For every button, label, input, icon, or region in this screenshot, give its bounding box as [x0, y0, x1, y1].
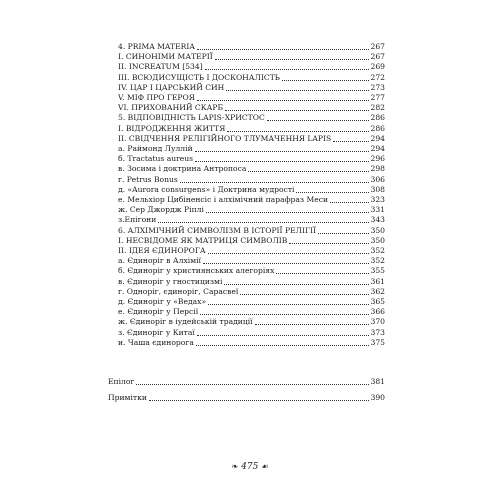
- toc-entry-label: 5. ВІДПОВІДНІСТЬ LAPIS-ХРИСТОС: [118, 113, 265, 123]
- leader-dots: [276, 273, 368, 274]
- leader-dots: [224, 284, 368, 285]
- fleuron-left-icon: ❧: [231, 462, 239, 471]
- toc-entry-label: г. Petrus Bonus: [118, 174, 178, 184]
- toc-entry: [118, 277, 385, 287]
- leader-dots: [180, 182, 369, 183]
- toc-entry: [118, 205, 385, 215]
- leader-dots: [215, 59, 369, 60]
- toc-entry-page: 365: [370, 297, 385, 306]
- toc-entry: [118, 83, 385, 93]
- toc-entry: [118, 266, 385, 276]
- leader-dots: [330, 202, 368, 203]
- toc-entry: [118, 317, 385, 327]
- leader-dots: [296, 192, 368, 193]
- toc-entry-label: е. Єдиноріг у Персії: [118, 307, 199, 317]
- toc-entry-page: 267: [370, 42, 385, 51]
- toc-entry-notes: [108, 393, 385, 403]
- toc-entry-page: 267: [370, 52, 385, 62]
- toc-entry-page: 366: [370, 307, 385, 317]
- page-number-footer: [0, 462, 500, 472]
- toc-entry-label: б. Tractatus aureus: [118, 154, 194, 164]
- toc-entry-label: а. Раймонд Луллій: [118, 144, 193, 153]
- toc-entry-page: 362: [370, 286, 385, 296]
- toc-entry: [118, 287, 385, 297]
- toc-entry-label: ж. Єдиноріг в іудейській традиції: [118, 317, 253, 327]
- toc-entry-page: 306: [370, 174, 385, 184]
- toc-entry-label: и. Чаша єдинорога: [118, 337, 194, 347]
- toc-entry: [118, 52, 385, 62]
- toc-entry-label: Примітки: [108, 393, 147, 402]
- page-number: 475: [241, 462, 259, 472]
- toc-entry-page: 323: [370, 195, 385, 204]
- leader-dots: [205, 69, 369, 70]
- toc-entry-label: б. Єдиноріг у християнських алегоріях: [118, 266, 275, 276]
- leader-dots: [318, 233, 369, 234]
- toc-entry-epilogue: [108, 377, 385, 387]
- toc-entry-page: 361: [370, 276, 385, 286]
- toc-entry-page: 350: [370, 235, 385, 245]
- toc-entry: [118, 328, 385, 338]
- toc-entry: [118, 164, 385, 174]
- toc-entry: [118, 113, 385, 123]
- leader-dots: [225, 110, 368, 111]
- toc-entry-label: V. МІФ ПРО ГЕРОЯ: [118, 93, 195, 102]
- toc-entry-page: 370: [370, 317, 385, 327]
- toc-entry: [118, 236, 385, 246]
- leader-dots: [227, 131, 368, 132]
- toc-entry-page: 308: [370, 184, 385, 194]
- toc-entry-label: е. Мельхіор Цибіненсіс і алхімічний парафраз Меси: [118, 195, 329, 204]
- toc-entry-page: 331: [370, 205, 385, 215]
- toc-entry-label: д. «Aurora consurgens» і Доктрина мудрості: [118, 184, 295, 194]
- leader-dots: [149, 400, 369, 401]
- fleuron-right-icon: ☙: [261, 462, 269, 471]
- leader-dots: [333, 141, 368, 142]
- toc-entry: [118, 124, 385, 134]
- leader-dots: [226, 90, 368, 91]
- leader-dots: [136, 384, 368, 385]
- toc-entry-label: II. ІДЕЯ ЄДИНОРОГА: [118, 246, 206, 255]
- toc-entry: [118, 134, 385, 144]
- toc-entry-page: 286: [370, 123, 385, 133]
- toc-entry: [118, 62, 385, 72]
- toc-entry-label: II. СВІДЧЕННЯ РЕЛІГІЙНОГО ТЛУМАЧЕННЯ LAPIS: [118, 133, 332, 143]
- toc-entry-page: 272: [370, 72, 385, 82]
- leader-dots: [255, 324, 369, 325]
- toc-entry-page: 269: [370, 62, 385, 72]
- toc-entry: [118, 103, 385, 113]
- toc-entry-label: IV. ЦАР І ЦАРСЬКИЙ СИН: [118, 82, 225, 92]
- toc-entry-label: 4. PRIMA MATERIA: [118, 42, 195, 51]
- toc-entry-page: 390: [370, 393, 385, 402]
- toc-entry-label: Епілог: [108, 377, 135, 386]
- leader-dots: [197, 49, 369, 50]
- toc-entry-label: ж. Сер Джордж Ріплі: [118, 205, 204, 215]
- toc-entry-page: 343: [370, 215, 385, 225]
- toc-entry-label: а. Єдиноріг в Алхімії: [118, 256, 201, 266]
- toc-entry: [118, 154, 385, 164]
- toc-entry-page: 381: [370, 377, 385, 386]
- leader-dots: [267, 120, 369, 121]
- leader-dots: [195, 151, 369, 152]
- toc-entry-label: VI. ПРИХОВАНИЙ СКАРБ: [118, 103, 224, 113]
- toc-entry-page: 286: [370, 113, 385, 123]
- leader-dots: [289, 243, 368, 244]
- toc-entry-page: 350: [370, 225, 385, 235]
- toc-entry-label: з.Епігони: [118, 215, 157, 225]
- leader-dots: [203, 263, 369, 264]
- toc-entry-page: 296: [370, 154, 385, 164]
- toc-entry-page: 273: [370, 82, 385, 92]
- toc-entry-label: д. Єдиноріг у «Ведах»: [118, 297, 207, 306]
- toc-entry-page: 373: [370, 327, 385, 337]
- leader-dots: [208, 304, 368, 305]
- leader-dots: [248, 171, 368, 172]
- leader-dots: [158, 222, 368, 223]
- toc-entry: [118, 144, 385, 154]
- toc-entry: [118, 226, 385, 236]
- toc-entry-label: з. Єдиноріг у Китаї: [118, 327, 195, 337]
- toc-entry-label: III. ВСЮДИСУЩІСТЬ І ДОСКОНАЛІСТЬ: [118, 72, 280, 82]
- toc-entry-label: II. INCREATUM [534]: [118, 62, 203, 72]
- toc-entry-page: 277: [370, 93, 385, 102]
- toc-entry-page: 355: [370, 266, 385, 276]
- toc-entry-label: в. Єдиноріг у гностицизмі: [118, 276, 223, 286]
- leader-dots: [240, 294, 368, 295]
- toc-entry-page: 298: [370, 164, 385, 174]
- toc-entry-label: г. Одноріг, єдиноріг, Сарасвеї: [118, 286, 239, 296]
- toc-entry: [118, 338, 385, 348]
- toc-entry: [118, 256, 385, 266]
- leader-dots: [206, 212, 369, 213]
- leader-dots: [208, 253, 369, 254]
- toc-entry-label: I. НЕСВІДОМЕ ЯК МАТРИЦЯ СИМВОЛІВ: [118, 235, 288, 245]
- toc-entry-label: I. СИНОНІМИ МАТЕРІЇ: [118, 52, 213, 62]
- toc-entry: [118, 93, 385, 103]
- leader-dots: [195, 161, 368, 162]
- toc-entry: [118, 185, 385, 195]
- toc-entry-label: I. ВІДРОДЖЕННЯ ЖИТТЯ: [118, 123, 226, 133]
- toc-entry: [118, 195, 385, 205]
- toc-entry-page: 352: [370, 246, 385, 255]
- toc-entry-page: 375: [370, 337, 385, 347]
- toc-entry-page: 282: [370, 103, 385, 113]
- leader-dots: [196, 345, 369, 346]
- toc-entry-label: в. Зосима і доктрина Антропоса: [118, 164, 247, 174]
- toc-entry: [118, 215, 385, 225]
- leader-dots: [200, 314, 368, 315]
- toc-entry: [118, 42, 385, 52]
- toc-entry-page: 352: [370, 256, 385, 266]
- leader-dots: [282, 80, 369, 81]
- toc-entry: [118, 307, 385, 317]
- toc-entry: [118, 297, 385, 307]
- toc-entry-page: 294: [370, 133, 385, 143]
- leader-dots: [197, 100, 369, 101]
- toc-entry-page: 294: [370, 144, 385, 153]
- leader-dots: [197, 335, 369, 336]
- toc-entry-label: 6. АЛХІМІЧНИЙ СИМВОЛІЗМ В ІСТОРІЇ РЕЛІГІЇ: [118, 225, 316, 235]
- toc-entry: [118, 246, 385, 256]
- toc-entry: [118, 175, 385, 185]
- toc-entry: [118, 73, 385, 83]
